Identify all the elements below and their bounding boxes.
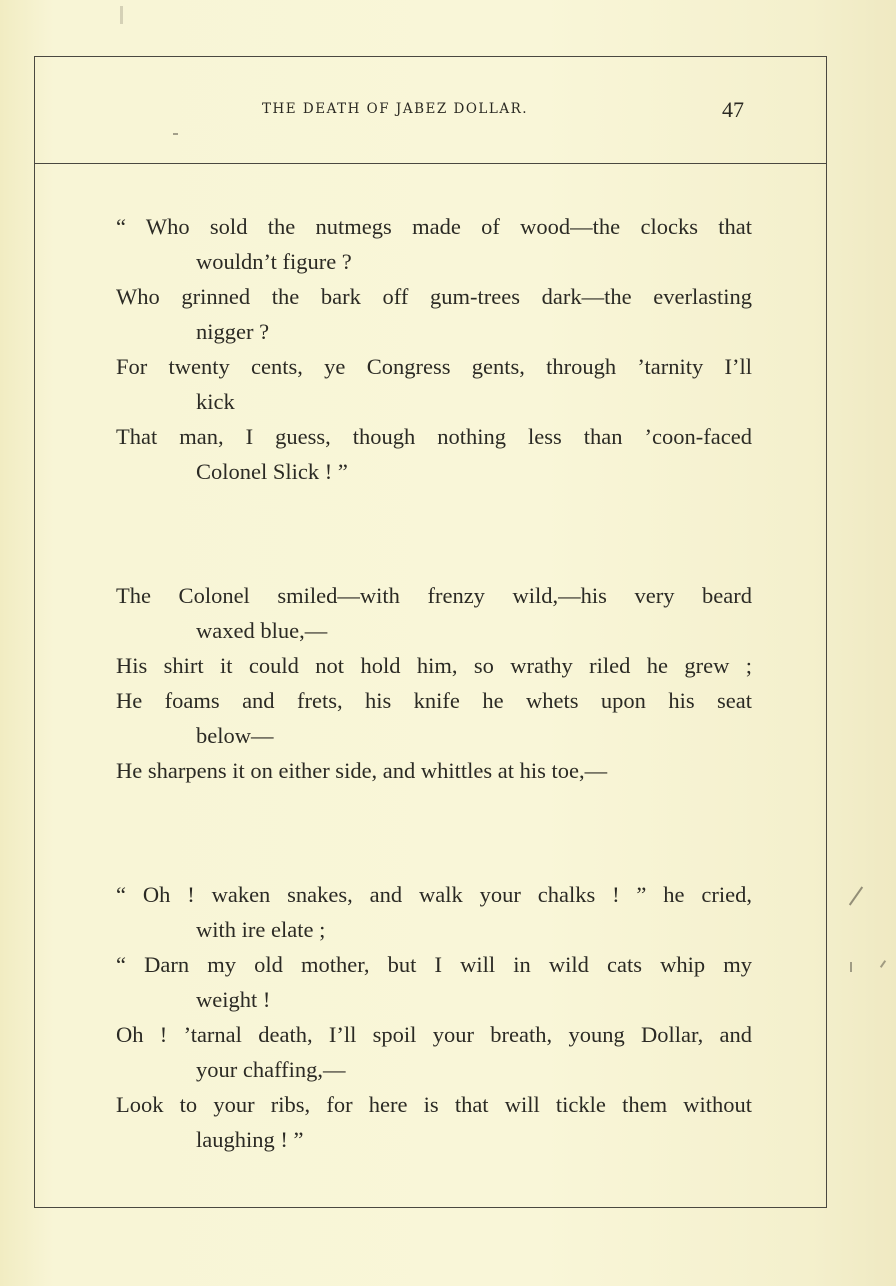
verse-line: The Colonel smiled—with frenzy wild,—his very beard [116, 583, 752, 608]
verse-line-continuation: weight ! [196, 987, 271, 1012]
verse-line: He foams and frets, his knife he whets upon his seat [116, 688, 752, 713]
verse-line-continuation: below— [196, 723, 274, 748]
stanza-2 [116, 578, 752, 788]
scan-mark [120, 6, 123, 24]
verse-line: “ Darn my old mother, but I will in wild cats whip my [116, 952, 752, 977]
verse-line-continuation: laughing ! ” [196, 1127, 304, 1152]
header-rule [34, 163, 827, 164]
stanza-1 [116, 209, 752, 489]
scan-mark [850, 962, 852, 972]
verse-line: For twenty cents, ye Congress gents, through ’tarnity I’ll [116, 354, 752, 379]
verse-line: “ Who sold the nutmegs made of wood—the clocks that [116, 214, 752, 239]
page-number: 47 [722, 97, 744, 122]
verse-line: Who grinned the bark off gum-trees dark—the everlasting [116, 284, 752, 309]
verse-line-continuation: waxed blue,— [196, 618, 328, 643]
verse-line-continuation: wouldn’t figure ? [196, 249, 352, 274]
verse-line: He sharpens it on either side, and whittles at his toe,— [116, 758, 608, 783]
verse-line-continuation: Colonel Slick ! ” [196, 459, 348, 484]
verse-line: Oh ! ’tarnal death, I’ll spoil your breath, young Dollar, and [116, 1022, 752, 1047]
verse-line-continuation: your chaffing,— [196, 1057, 346, 1082]
verse-line-continuation: kick [196, 389, 235, 414]
running-title: THE DEATH OF JABEZ DOLLAR. [262, 101, 529, 117]
verse-line: His shirt it could not hold him, so wrathy riled he grew ; [116, 653, 752, 678]
verse-line: “ Oh ! waken snakes, and walk your chalks ! ” he cried, [116, 882, 752, 907]
verse-line: Look to your ribs, for here is that will tickle them without [116, 1092, 752, 1117]
verse-line: That man, I guess, though nothing less than ’coon-faced [116, 424, 752, 449]
verse-line-continuation: with ire elate ; [196, 917, 326, 942]
scan-mark [173, 133, 178, 135]
stanza-3 [116, 877, 752, 1157]
verse-line-continuation: nigger ? [196, 319, 270, 344]
